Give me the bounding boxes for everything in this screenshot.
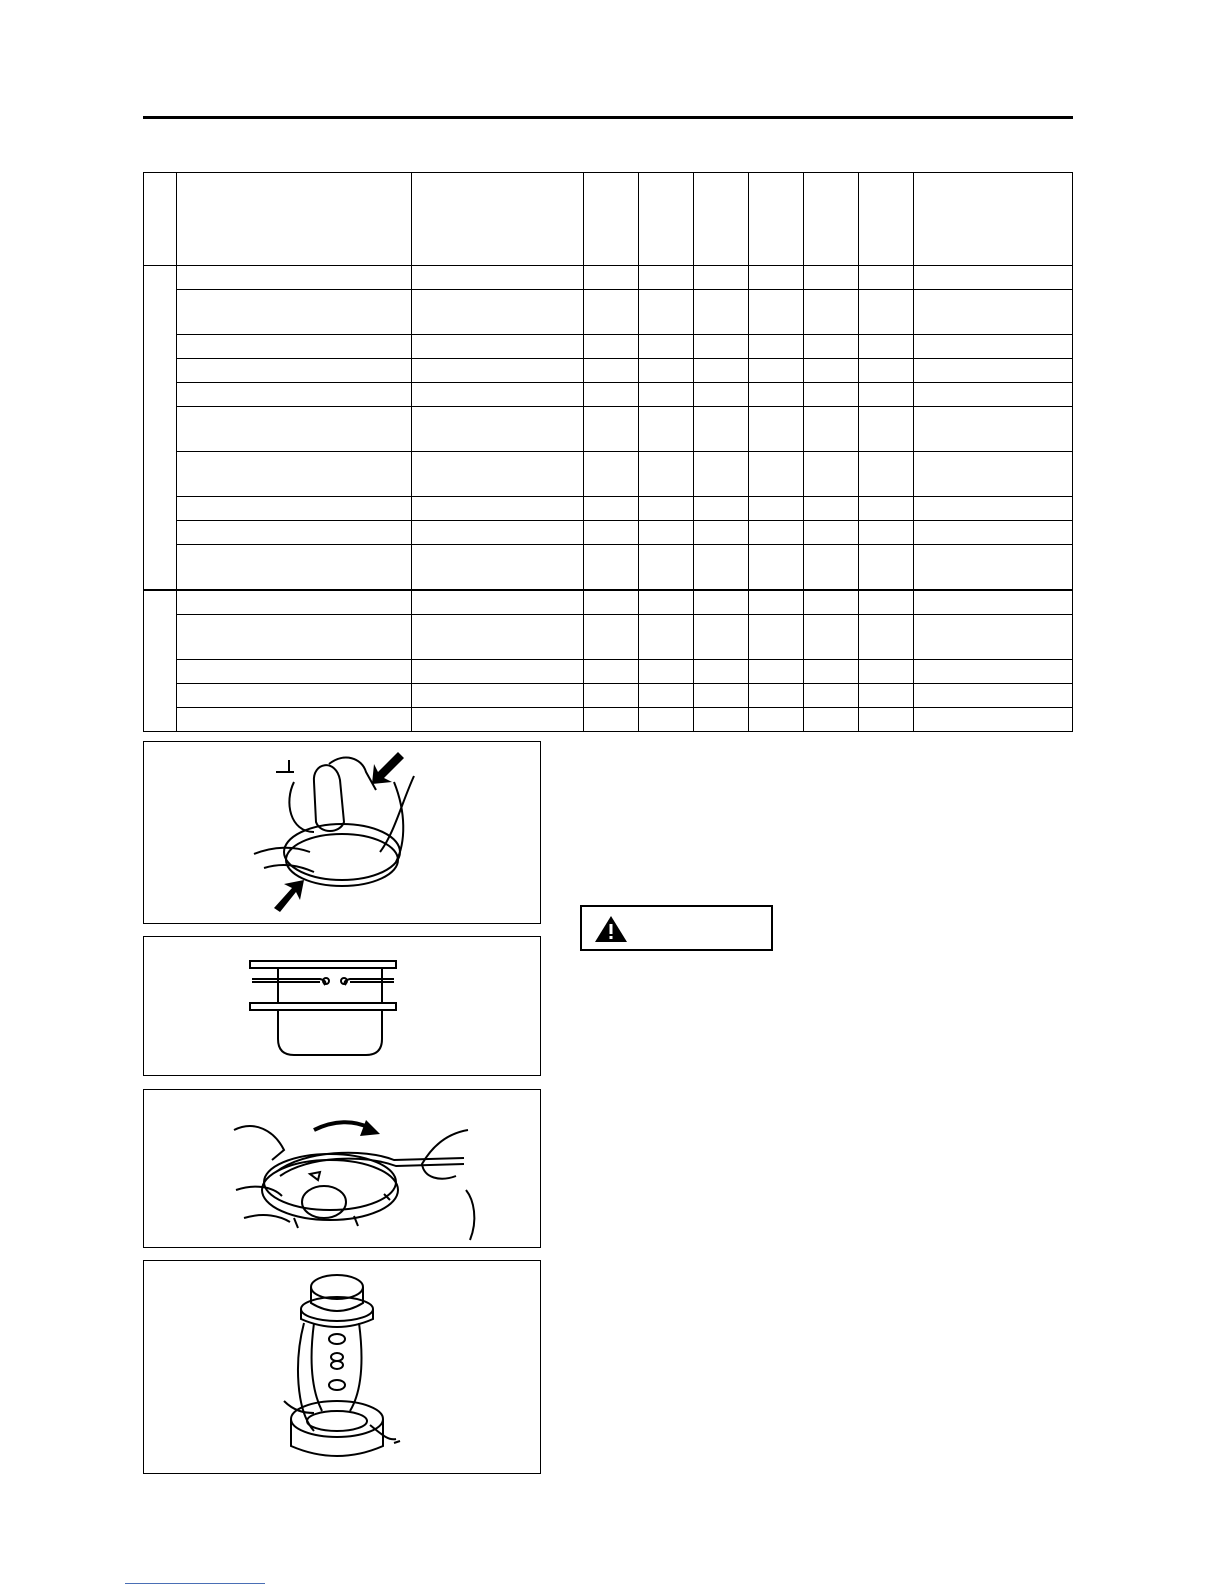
table-row: [144, 497, 1073, 521]
reassemble-head-figure: [143, 1260, 541, 1474]
header-cell: [177, 173, 412, 266]
table-row: [144, 590, 1073, 615]
header-cell: [914, 173, 1073, 266]
table-row: [144, 359, 1073, 383]
table-row: [144, 290, 1073, 335]
table-header-row: [144, 173, 1073, 266]
header-cell: [749, 173, 804, 266]
header-cell: [804, 173, 859, 266]
table-row: [144, 266, 1073, 290]
table-row: [144, 452, 1073, 497]
table-row: [144, 407, 1073, 452]
footer-link-underline: [125, 1583, 265, 1584]
header-cell: [639, 173, 694, 266]
wind-line-figure: [143, 1089, 541, 1248]
table-row: [144, 660, 1073, 684]
line-eyelet-diagram-icon: [144, 937, 540, 1075]
header-rule: [143, 116, 1073, 119]
table-row: [144, 615, 1073, 660]
table-row: [144, 383, 1073, 407]
group-cell: [144, 590, 177, 732]
table-row: [144, 335, 1073, 359]
header-cell: [584, 173, 639, 266]
warning-box: [580, 905, 773, 951]
header-cell: [144, 173, 177, 266]
hand-pressing-trimmer-head-icon: [144, 742, 540, 923]
header-cell: [694, 173, 749, 266]
winding-line-on-spool-icon: [144, 1090, 540, 1247]
group-cell: [144, 266, 177, 591]
line-through-eyelets-figure: [143, 936, 541, 1076]
warning-triangle-icon: [594, 915, 628, 943]
header-cell: [859, 173, 914, 266]
exploded-trimmer-head-icon: [144, 1261, 540, 1473]
table-row: [144, 521, 1073, 545]
maintenance-table: [143, 172, 1073, 732]
table-row: [144, 708, 1073, 732]
table-row: [144, 684, 1073, 708]
press-spool-tabs-figure: [143, 741, 541, 924]
header-cell: [412, 173, 584, 266]
table-row: [144, 545, 1073, 591]
